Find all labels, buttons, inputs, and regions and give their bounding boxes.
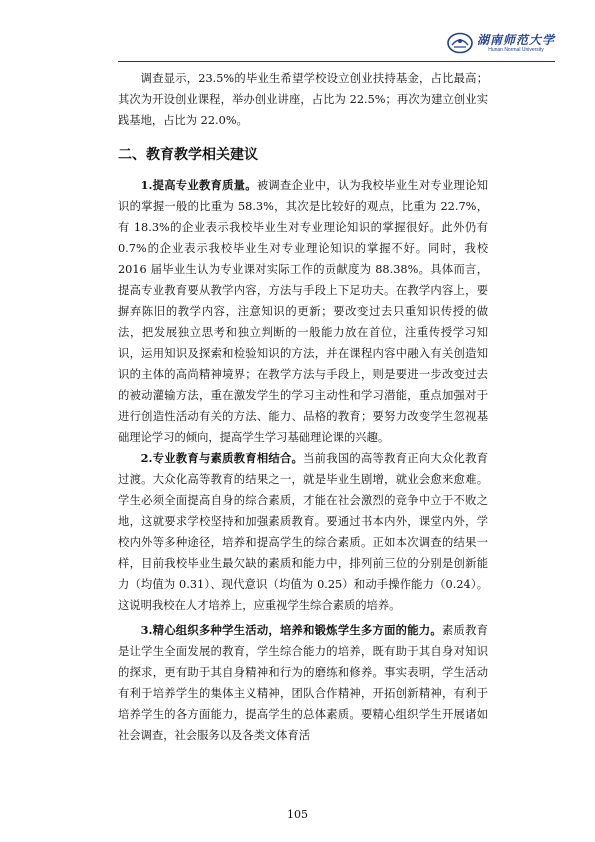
intro-paragraph: 调查显示，23.5%的毕业生希望学校设立创业扶持基金，占比最高；其次为开设创业课程，举办创业讲座，占比为 22.5%；再次为建立创业实践基地，占比为 22.0%。 — [118, 72, 488, 127]
document-body — [118, 68, 488, 746]
paragraph-2-body: 当前我国的高等教育正向大众化教育过渡。大众化高等教育的结果之一，就是毕业生剧增，就业会愈来愈难。学生必须全面提高自身的综合素质，才能在社会激烈的竞争中立于不败之地，这就要求学校坚持和加强素质教育。要通过书本内外，课堂内外，学校内外等多种途径，培养和提高学生的综合素质。正如本次调查的结果一样，目前我校毕业生最欠缺的素质和能力中，排列前三位的分别是创新能力（均值为 0.31）、现代意识（均值为 0.25）和动手操作能力（0.24）。这说明我校在人才培养上，应重视学生综合素质的培养。 — [118, 452, 488, 612]
paragraph-3-body: 素质教育是让学生全面发展的教育，学生综合能力的培养，既有助于其自身对知识的探求，更有助于其自身精神和行为的磨练和修养。事实表明，学生活动有利于培养学生的集体主义精神，团队合作精神，开拓创新精神，有利于培养学生的各方面能力，提高学生的总体素质。要精心组织学生开展诸如社会调查，社会服务以及各类文体育活 — [118, 624, 488, 742]
logo-chinese-name: 湖南师范大学 — [476, 32, 555, 47]
logo-english-name: Hunan Normal University — [488, 46, 544, 53]
paragraph-3 — [118, 620, 488, 746]
page-header — [118, 30, 555, 62]
paragraph-1 — [118, 175, 488, 448]
paragraph-2-lead: 2.专业教育与素质教育相结合。 — [140, 451, 304, 465]
university-emblem-icon — [447, 32, 473, 54]
paragraph-1-body: 被调查企业中，认为我校毕业生对专业理论知识的掌握一般的比重为 58.3%，其次是比较好的观点，比重为 22.7%，有 18.3%的企业表示我校毕业生对专业理论知识的掌握很好。此外仍有 0.7%的企业表示我校毕业生对专业理论知识的掌握不好。同时，我校 2016 届毕业生认为专业课对实际工作的贡献度为 88.38%。具体而言，提高专业教育要从教学内容，方法与手段上下足功夫。在教学内容上，要摒弃陈旧的教学内容，注意知识的更新；要改变过去只重知识传授的做法，把发展独立思考和独立判断的一般能力放在首位，注重传授学习知识，运用知识及探索和检验知识的方法，并在课程内容中融入有关创造知识的主体的高尚精神境界；在教学方法与手段上，则是要进一步改变过去的被动灌输方法，重在激发学生的学习主动性和学习潜能，重点加强对于进行创造性活动有关的方法、能力、品格的教育；要努力改变学生忽视基础理论学习的倾向，提高学生学习基础理论课的兴趣。 — [118, 179, 488, 444]
page-number: 105 — [287, 808, 308, 821]
paragraph-3-lead: 3.精心组织多种学生活动，培养和锻炼学生多方面的能力。 — [140, 623, 442, 637]
university-logo — [447, 32, 555, 54]
section-heading: 二、教育教学相关建议 — [118, 147, 258, 163]
paragraph-1-lead: 1.提高专业教育质量。 — [140, 178, 257, 192]
paragraph-2 — [118, 448, 488, 616]
header-divider — [118, 61, 555, 62]
